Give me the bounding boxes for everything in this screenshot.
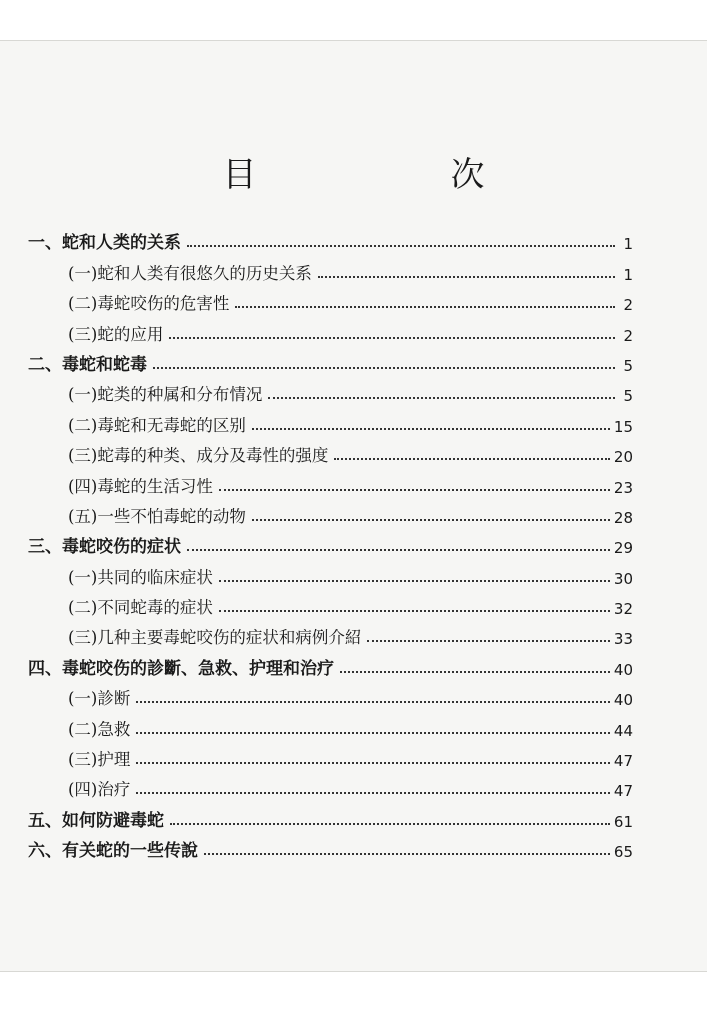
toc-section-entry <box>28 405 633 435</box>
dot-leader <box>367 640 610 642</box>
toc-page-number: 1 <box>623 265 633 284</box>
toc-chapter-entry <box>28 648 633 678</box>
toc-entry-label: (三)蛇毒的种类、成分及毒性的强度 <box>68 446 329 466</box>
toc-page-number: 2 <box>623 326 633 345</box>
dot-leader <box>136 732 610 734</box>
page-title: 目 次 <box>222 155 565 195</box>
toc-page-number: 23 <box>613 478 633 497</box>
toc-page-number: 1 <box>623 235 633 254</box>
toc-section-entry <box>28 770 633 800</box>
toc-section-entry <box>28 679 633 709</box>
toc-entry-label: (三)几种主要毒蛇咬伤的症状和病例介紹 <box>68 628 362 648</box>
toc-chapter-entry <box>28 527 633 557</box>
toc-entry-label: 六、有关蛇的一些传說 <box>28 841 198 862</box>
toc-section-entry <box>28 436 633 466</box>
toc-section-entry <box>28 466 633 496</box>
dot-leader <box>219 489 610 491</box>
dot-leader <box>204 853 610 855</box>
dot-leader <box>334 458 610 460</box>
toc-page-number: 5 <box>623 387 633 406</box>
toc-section-entry <box>28 284 633 314</box>
toc-entry-label: 五、如何防避毒蛇 <box>28 810 164 831</box>
dot-leader <box>340 671 610 673</box>
toc-section-entry <box>28 557 633 587</box>
toc-entry-label: (二)不同蛇毒的症状 <box>68 598 213 618</box>
toc-page-number: 32 <box>613 600 633 619</box>
toc-entry-label: 三、毒蛇咬伤的症状 <box>28 537 181 558</box>
toc-page-number: 30 <box>613 569 633 588</box>
toc-entry-label: (二)毒蛇和无毒蛇的区别 <box>68 415 246 435</box>
toc-page-number: 29 <box>613 539 633 558</box>
toc-entry-label: (四)治疗 <box>68 780 131 800</box>
dot-leader <box>169 337 615 339</box>
toc-chapter-entry <box>28 831 633 861</box>
table-of-contents <box>28 223 633 861</box>
toc-page-number: 2 <box>623 296 633 315</box>
toc-page-number: 47 <box>613 752 633 771</box>
toc-page-number: 20 <box>613 448 633 467</box>
toc-entry-label: (一)蛇类的种属和分布情况 <box>68 385 263 405</box>
toc-entry-label: (三)蛇的应用 <box>68 324 164 344</box>
toc-page-number: 44 <box>613 721 633 740</box>
toc-chapter-entry <box>28 345 633 375</box>
dot-leader <box>136 792 610 794</box>
dot-leader <box>252 519 610 521</box>
toc-section-entry <box>28 375 633 405</box>
toc-page-number: 5 <box>623 356 633 375</box>
toc-page-number: 28 <box>613 508 633 527</box>
dot-leader <box>136 701 610 703</box>
toc-section-entry <box>28 253 633 283</box>
dot-leader <box>219 580 610 582</box>
toc-page-number: 33 <box>613 630 633 649</box>
dot-leader <box>136 762 610 764</box>
toc-entry-label: (一)蛇和人类有很悠久的历史关系 <box>68 263 312 283</box>
toc-section-entry <box>28 709 633 739</box>
dot-leader <box>153 367 615 369</box>
toc-chapter-entry <box>28 800 633 830</box>
toc-entry-label: (四)毒蛇的生活习性 <box>68 476 213 496</box>
toc-page-number: 61 <box>613 812 633 831</box>
dot-leader <box>187 549 610 551</box>
toc-entry-label: (二)急救 <box>68 719 131 739</box>
toc-entry-label: (一)診断 <box>68 689 131 709</box>
dot-leader <box>318 276 615 278</box>
dot-leader <box>252 428 610 430</box>
toc-entry-label: (三)护理 <box>68 750 131 770</box>
toc-page-number: 47 <box>613 782 633 801</box>
toc-entry-label: (五)一些不怕毒蛇的动物 <box>68 506 246 526</box>
toc-page-number: 40 <box>613 660 633 679</box>
toc-section-entry <box>28 740 633 770</box>
toc-entry-label: (二)毒蛇咬伤的危害性 <box>68 294 230 314</box>
toc-page-number: 15 <box>613 417 633 436</box>
toc-entry-label: 四、毒蛇咬伤的診斷、急救、护理和治疗 <box>28 658 334 679</box>
dot-leader <box>268 397 615 399</box>
toc-section-entry <box>28 588 633 618</box>
toc-entry-label: (一)共同的临床症状 <box>68 567 213 587</box>
toc-entry-label: 一、蛇和人类的关系 <box>28 233 181 254</box>
dot-leader <box>219 610 610 612</box>
dot-leader <box>235 306 615 308</box>
toc-entry-label: 二、毒蛇和蛇毒 <box>28 354 147 375</box>
document-page <box>0 40 707 972</box>
toc-section-entry <box>28 497 633 527</box>
dot-leader <box>187 245 615 247</box>
toc-page-number: 65 <box>613 843 633 862</box>
toc-section-entry <box>28 314 633 344</box>
dot-leader <box>170 823 610 825</box>
toc-page-number: 40 <box>613 691 633 710</box>
toc-chapter-entry <box>28 223 633 253</box>
toc-section-entry <box>28 618 633 648</box>
